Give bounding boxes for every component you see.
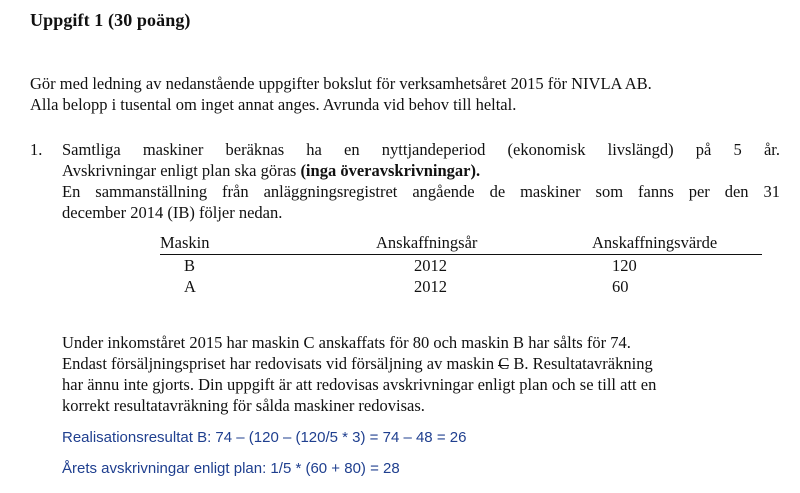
cell-varde: 60 [612,277,629,296]
item-line-1: Samtliga maskiner beräknas ha en nyttjandeperiod (ekonomisk livslängd) på 5 år. [62,140,780,159]
header-anskaffningsvarde: Anskaffningsvärde [592,233,762,255]
table-header-row [160,233,762,255]
cell-ar: 2012 [414,277,447,296]
scenario-line-2 [62,353,762,374]
table-row [160,276,762,297]
cell-maskin: B [184,256,196,275]
task-title: Uppgift 1 (30 poäng) [30,10,191,30]
item-line-2 [62,160,780,181]
table-row [160,255,762,277]
list-item-number: 1. [30,140,43,159]
struck-letter: C [498,354,510,373]
scenario-paragraph [62,332,762,416]
intro-paragraph [30,73,790,115]
cell-varde: 120 [612,256,637,275]
header-maskin: Maskin [160,233,376,255]
scenario-line-4: korrekt resultatavräkning för sålda maskiner redovisas. [62,396,425,415]
intro-line-1: Gör med ledning av nedanstående uppgifter bokslut för verksamhetsåret 2015 för NIVLA AB. [30,74,652,93]
scenario-line-2-before: Endast försäljningspriset har redovisats vid försäljning av maskin [62,354,499,373]
header-anskaffningsar: Anskaffningsår [376,233,592,255]
cell-maskin: A [184,277,196,296]
intro-line-2: Alla belopp i tusental om inget annat anges. Avrunda vid behov till heltal. [30,95,517,114]
item-line-4: december 2014 (IB) följer nedan. [62,203,283,222]
list-item-body [62,139,780,223]
machine-table [160,233,762,297]
answer-avskrivningar: Årets avskrivningar enligt plan: 1/5 * (60 + 80) = 28 [62,460,400,477]
item-line-2-text: Avskrivningar enligt plan ska göras [62,161,301,180]
scenario-line-2-after: B. Resultatavräkning [509,354,653,373]
item-line-3: En sammanställning från anläggningsregistret angående de maskiner som fanns per den 31 [62,182,780,201]
scenario-line-3: har ännu inte gjorts. Din uppgift är att redovisas avskrivningar enligt plan och se till att en [62,375,657,394]
scenario-line-1: Under inkomståret 2015 har maskin C anskaffats för 80 och maskin B har sålts för 74. [62,333,631,352]
cell-ar: 2012 [414,256,447,275]
item-line-2-bold: (inga överavskrivningar). [300,161,481,180]
answer-realisationsresultat: Realisationsresultat B: 74 – (120 – (120/5 * 3) = 74 – 48 = 26 [62,429,467,446]
